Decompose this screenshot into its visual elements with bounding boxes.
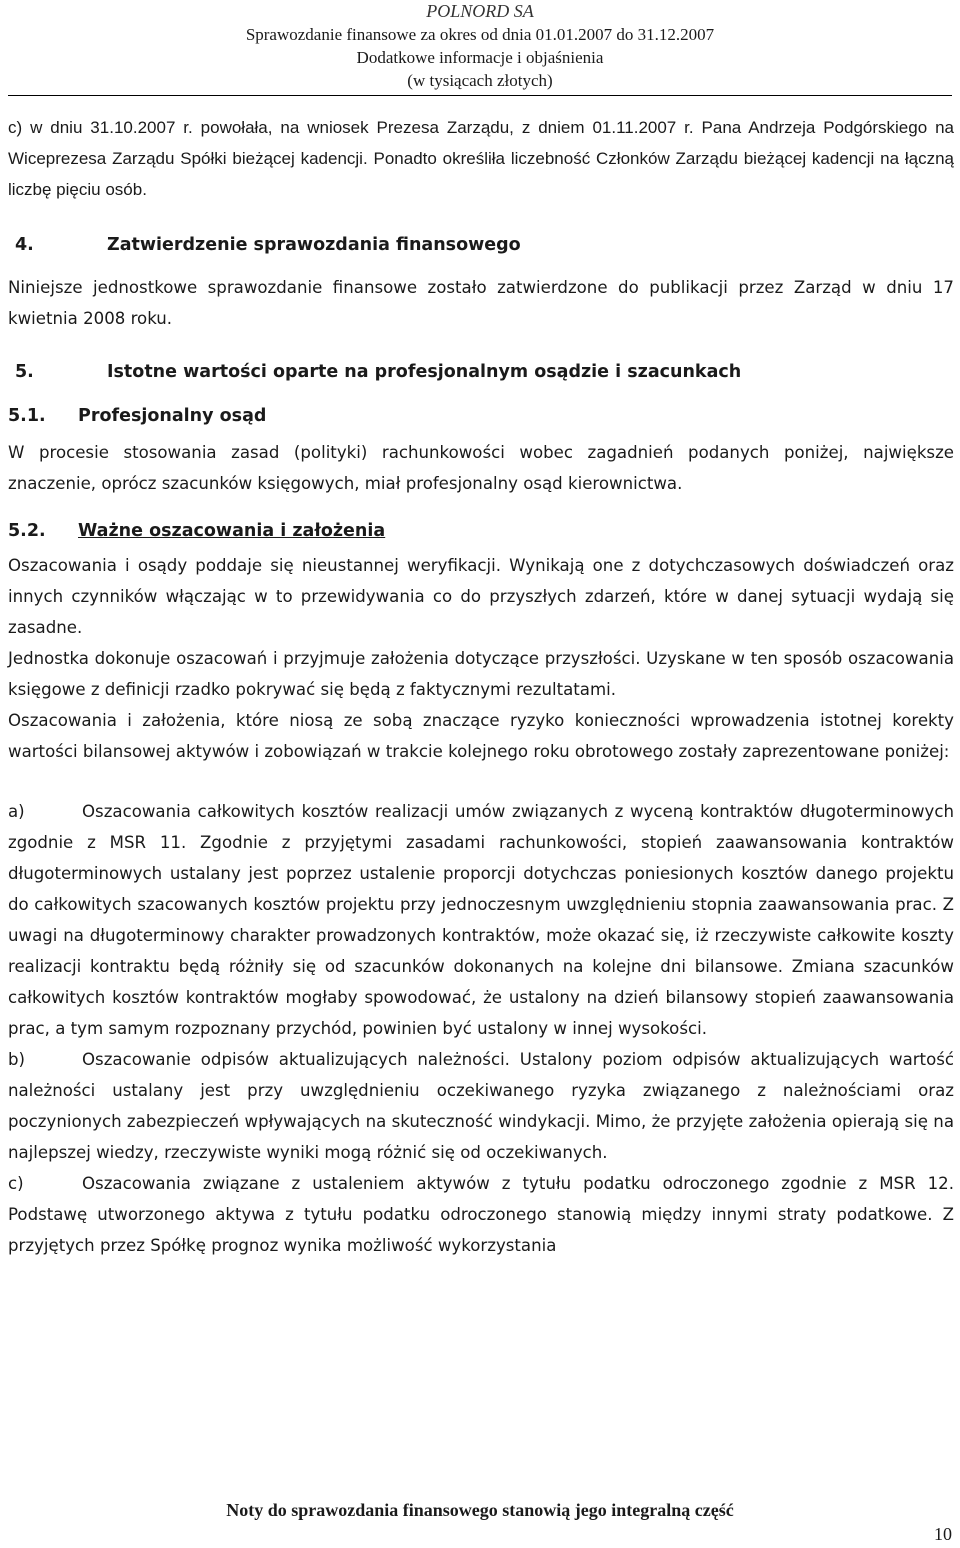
section-5-1-heading (8, 401, 954, 432)
section-5-1-number: 5.1. (8, 406, 46, 426)
section-5-1-text: W procesie stosowania zasad (polityki) rachunkowości wobec zagadnień podanych poniżej, największe znaczenie, oprócz szacunków księgowych, miał profesjonalny osąd kierownictwa. (8, 443, 954, 493)
section-5-2-paragraph-1: Oszacowania i osądy poddaje się nieustannej weryfikacji. Wynikają one z dotychczasowych doświadczeń oraz innych czynników włączając w to przewidywania co do przyszłych zdarzeń, które w danej sytuacji wydają się zasadne. (8, 556, 954, 637)
section-5-number: 5. (15, 362, 34, 382)
item-b-label: b) (8, 1050, 26, 1069)
item-a-text: Oszacowania całkowitych kosztów realizacji umów związanych z wyceną kontraktów długoterminowych zgodnie z MSR 11. Zgodnie z przyjętymi zasadami rachunkowości, stopień zaawansowania kontraktów długoterminowych ustalany jest poprzez ustalenie proporcji dotychczas poniesionych kosztów danego projektu do całkowitych szacowanych kosztów projektu przy jednoczesnym uwzględnieniu stopnia zaawansowania prac. Z uwagi na długoterminowy charakter prowadzonych kontraktów, może okazać się, iż rzeczywiste całkowite koszty realizacji kontraktu będą różniły się od szacunków dokonanych na kolejne dni bilansowe. Zmiana szacunków całkowitych kosztów kontraktów mogłaby spowodować, że ustalony na dzień bilansowy stopień zaawansowania prac, a tym samym rozpoznany przychód, powinien być ustalony w innej wysokości. (8, 802, 954, 1038)
section-4-text: Niniejsze jednostkowe sprawozdanie finansowe zostało zatwierdzone do publikacji przez Zarząd w dniu 17 kwietnia 2008 roku. (8, 278, 954, 328)
section-5-2-paragraph-2: Jednostka dokonuje oszacowań i przyjmuje założenia dotyczące przyszłości. Uzyskane w ten sposób oszacowania księgowe z definicji rzadko pokrywać się będą z faktycznymi rezultatami. (8, 649, 954, 699)
estimate-item-b (8, 1044, 954, 1168)
estimate-item-a (8, 796, 954, 1044)
section-5-2-paragraph-3: Oszacowania i założenia, które niosą ze sobą znaczące ryzyko konieczności wprowadzenia istotnej korekty wartości bilansowej aktywów i zobowiązań w trakcie kolejnego roku obrotowego zostały zaprezentowane poniżej: (8, 711, 954, 761)
section-4-number: 4. (15, 235, 34, 255)
section-5-1-title: Profesjonalny osąd (78, 406, 267, 426)
report-subtitle: Dodatkowe informacje i objaśnienia (356, 48, 604, 67)
intro-item-c: c) w dniu 31.10.2007 r. powołała, na wniosek Prezesa Zarządu, z dniem 01.11.2007 r. Pana Andrzeja Podgórskiego na Wiceprezesa Zarządu Spółki bieżącej kadencji. Ponadto określiła liczebność Członków Zarządu bieżącej kadencji na łączną liczbę pięciu osób. (8, 118, 954, 199)
header-divider (8, 95, 952, 96)
item-a-label: a) (8, 802, 25, 821)
item-c-label: c) (8, 1174, 24, 1193)
item-c-text: Oszacowania związane z ustaleniem aktywów z tytułu podatku odroczonego zgodnie z MSR 12. Podstawę utworzonego aktywa z tytułu podatku odroczonego stanowią między innymi straty podatkowe. Z przyjętych przez Spółkę prognoz wynika możliwość wykorzystania (8, 1174, 954, 1255)
item-b-text: Oszacowanie odpisów aktualizujących należności. Ustalony poziom odpisów aktualizujących wartość należności ustalany jest przy uwzględnieniu oczekiwanego ryzyka związanego z należnościami oraz poczynionych zabezpieczeń wpływających na skuteczność windykacji. Mimo, że przyjęte założenia opierają się na najlepszej wiedzy, rzeczywiste wyniki mogą różnić się od oczekiwanych. (8, 1050, 954, 1162)
currency-note: (w tysiącach złotych) (407, 71, 553, 90)
footer-note: Noty do sprawozdania finansowego stanowią jego integralną część (226, 1500, 734, 1520)
company-name: POLNORD SA (426, 1, 534, 21)
section-5-heading (8, 357, 954, 388)
section-5-2-title: Ważne oszacowania i założenia (78, 521, 386, 541)
report-title: Sprawozdanie finansowe za okres od dnia 01.01.2007 do 31.12.2007 (245, 25, 715, 44)
estimate-item-c (8, 1168, 954, 1261)
section-5-2-heading (8, 516, 954, 547)
section-5-2-number: 5.2. (8, 521, 46, 541)
section-4-heading (8, 230, 954, 261)
page-number: 10 (934, 1524, 952, 1544)
page-header (0, 0, 960, 92)
section-4-title: Zatwierdzenie sprawozdania finansowego (107, 235, 521, 255)
section-5-title: Istotne wartości oparte na profesjonalnym osądzie i szacunkach (107, 362, 742, 382)
document-body (8, 112, 954, 1261)
